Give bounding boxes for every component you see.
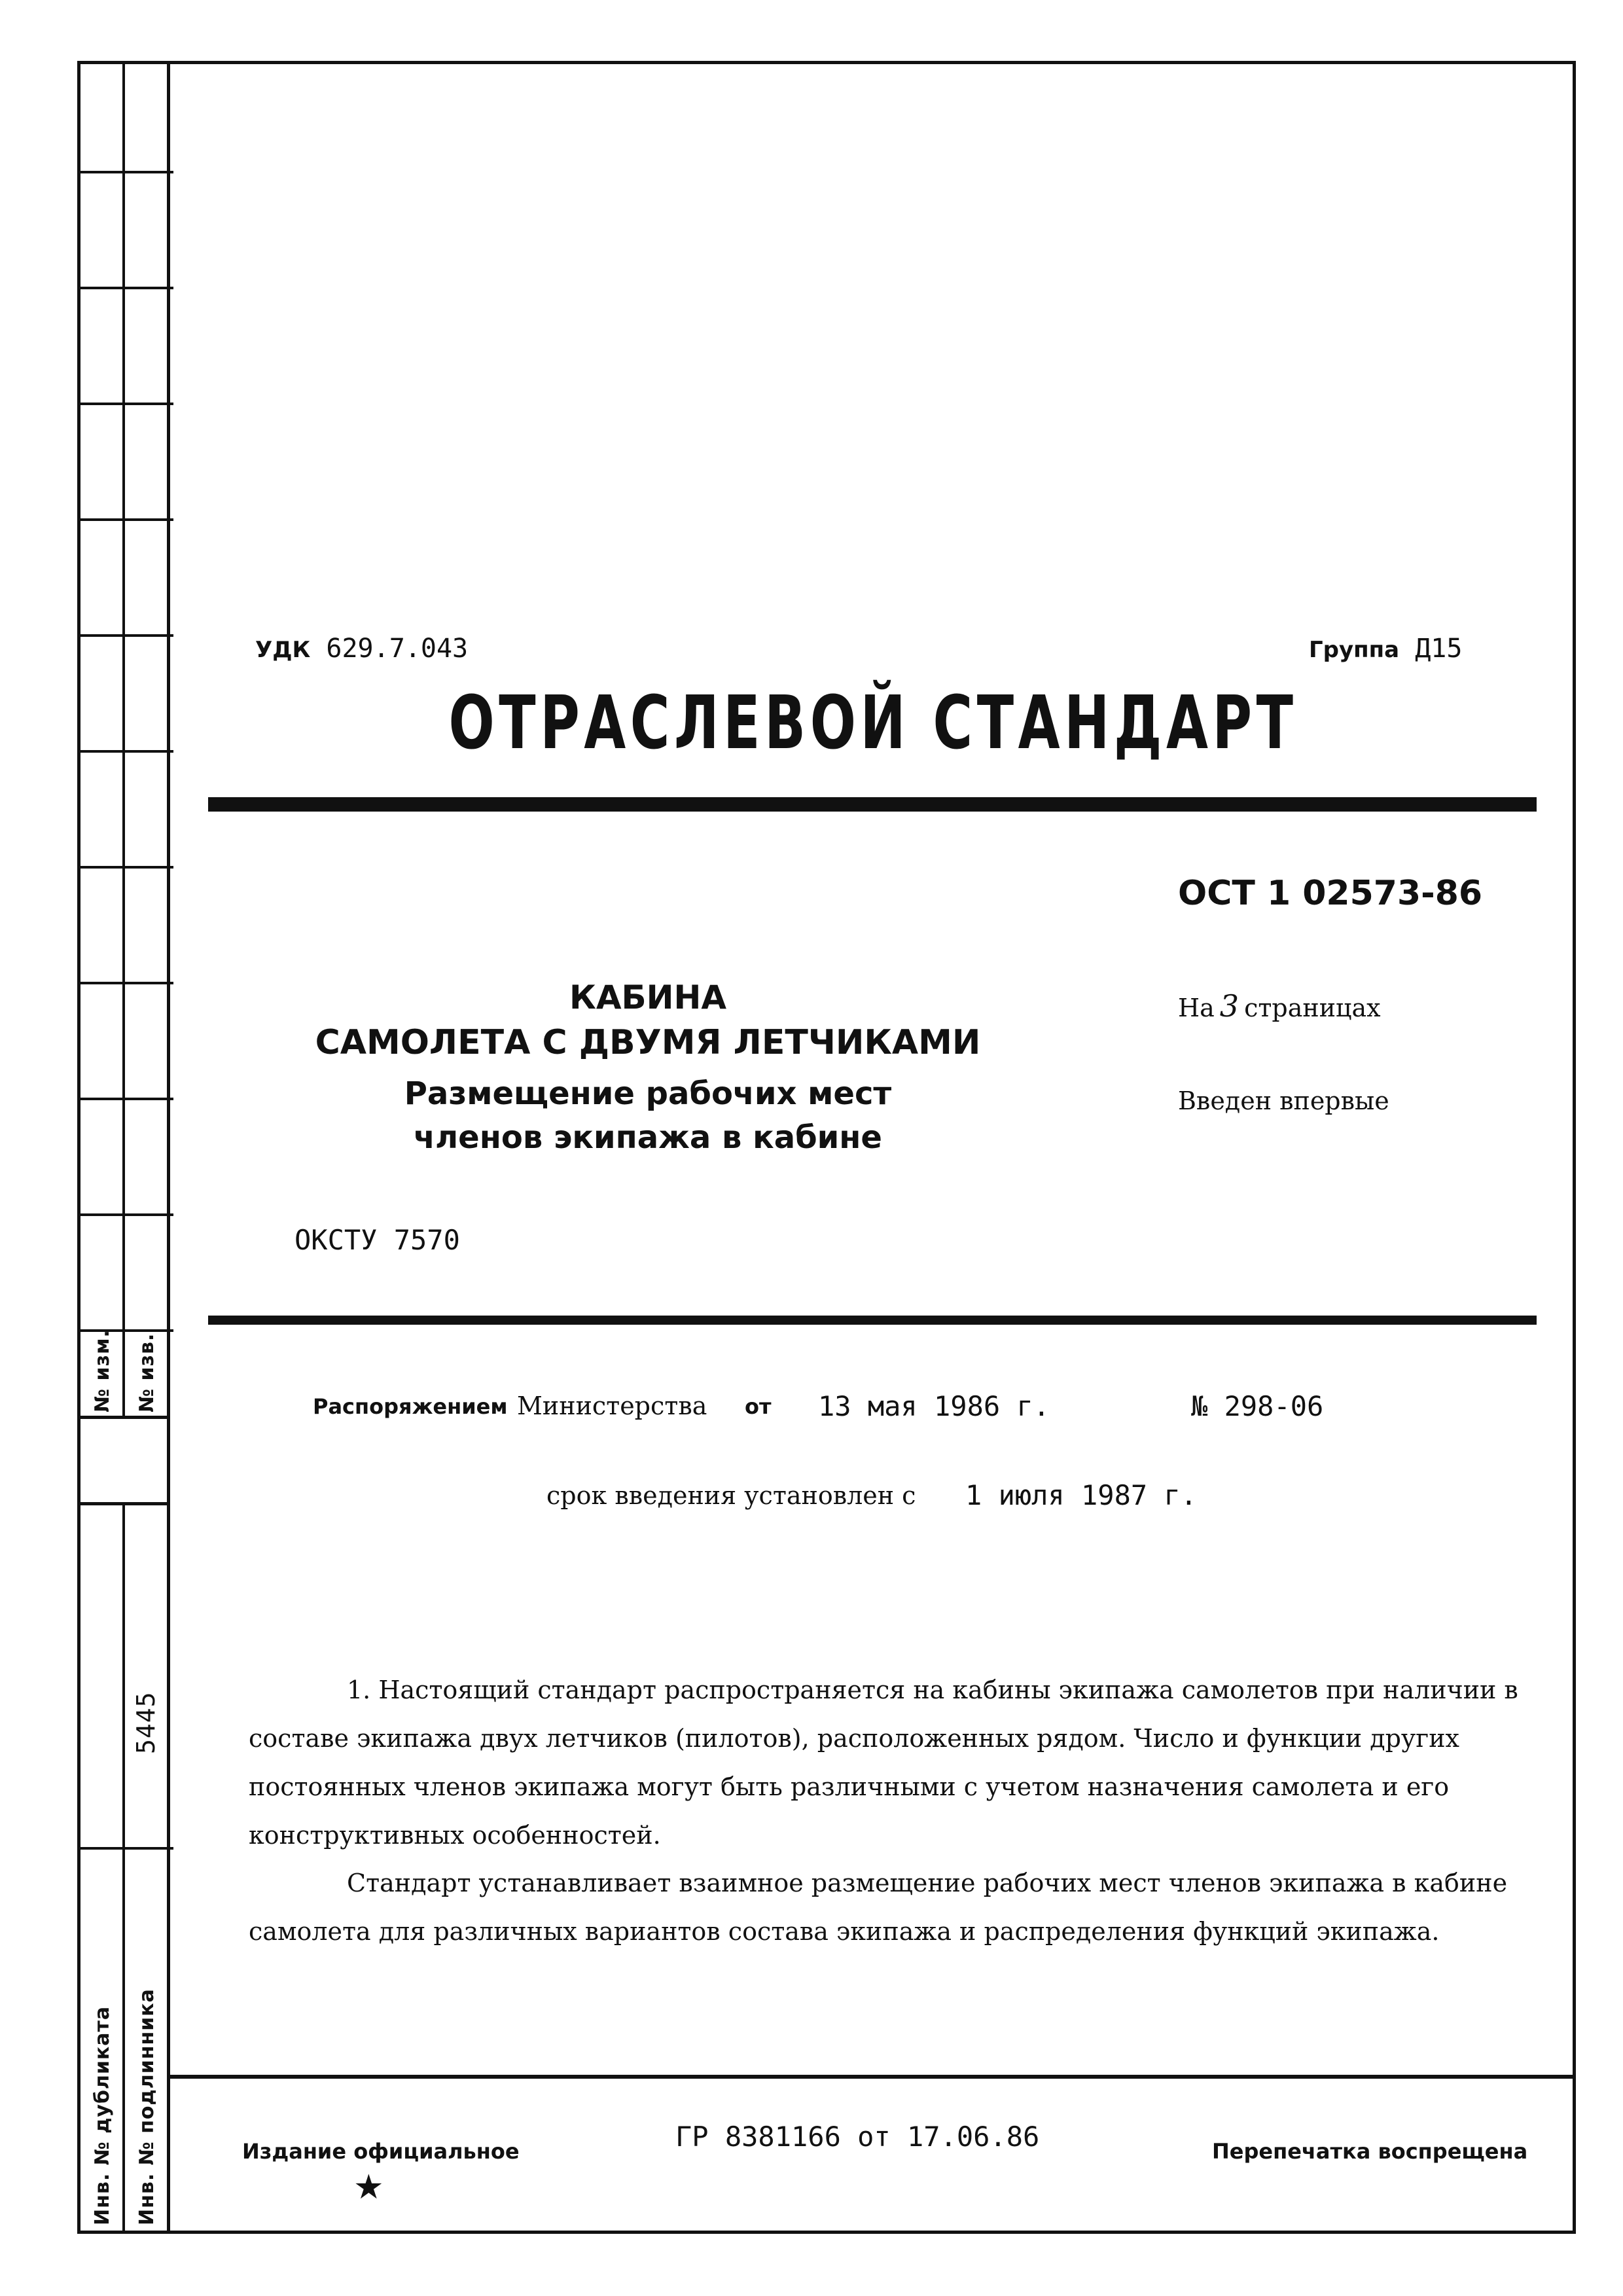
margin-column-divider — [122, 1505, 125, 2231]
margin-label-original-inv: Инв. № подлинника — [135, 1988, 158, 2225]
margin-label-change-no: № изм. — [91, 1329, 114, 1412]
margin-row-line — [80, 982, 173, 984]
group-line — [1309, 634, 1462, 664]
margin-row-line — [80, 1098, 173, 1100]
footer-official-edition: Издание официальное — [242, 2139, 520, 2164]
order-from-label: от — [745, 1394, 772, 1419]
footer-reprint-prohibited: Перепечатка воспрещена — [1212, 2139, 1528, 2164]
pages-prefix: На — [1178, 994, 1215, 1022]
order-number: № 298-06 — [1191, 1390, 1324, 1422]
footer-divider — [170, 2075, 1576, 2079]
group-value: Д15 — [1415, 634, 1463, 664]
margin-table-bottom — [77, 1502, 170, 2234]
paragraph-1 — [249, 1666, 1544, 1859]
introduced-note: Введен впервые — [1178, 1086, 1389, 1115]
doc-title-line-2: САМОЛЕТА С ДВУМЯ ЛЕТЧИКАМИ — [315, 1023, 981, 1062]
star-icon: ★ — [353, 2168, 384, 2207]
oksty-code: ОКСТУ 7570 — [294, 1224, 460, 1256]
margin-row-line — [80, 1213, 173, 1216]
margin-row-line — [80, 750, 173, 753]
margin-row-line — [80, 1847, 173, 1850]
margin-label-duplicate-inv: Инв. № дубликата — [91, 2005, 114, 2225]
margin-row-line — [80, 634, 173, 637]
margin-label-notice-no: № изв. — [135, 1333, 158, 1412]
pages-count: 3 — [1219, 988, 1240, 1024]
title-bar-top — [208, 797, 1537, 812]
doc-subtitle-line-1: Размещение рабочих мест — [404, 1075, 892, 1112]
pages-suffix: страницах — [1244, 994, 1381, 1022]
margin-row-line — [80, 403, 173, 405]
margin-row-line — [80, 866, 173, 869]
title-bar-bottom — [208, 1316, 1537, 1325]
paragraph-2 — [249, 1859, 1544, 1956]
doc-subtitle-line-2: членов экипажа в кабине — [414, 1119, 882, 1156]
standard-code: ОСТ 1 02573-86 — [1178, 874, 1483, 913]
udk-line — [255, 634, 468, 664]
paragraph-2-text: Стандарт устанавливает взаимное размещение рабочих мест членов экипажа в кабине самолета для различных вариантов состава экипажа и распределения функций экипажа. — [249, 1869, 1508, 1946]
paragraph-1-text: 1. Настоящий стандарт распространяется на кабины экипажа самолетов при наличии в составе экипажа двух летчиков (пилотов), расположенных рядом. Число и функции других постоянных членов экипажа могут быть различными с учетом назначения самолета и его конструктивных особенностей. — [249, 1676, 1518, 1850]
effective-date: 1 июля 1987 г. — [965, 1479, 1198, 1511]
main-title: ОТРАСЛЕВОЙ СТАНДАРТ — [448, 681, 1298, 766]
inventory-number: 5445 — [132, 1691, 160, 1754]
order-label: Распоряжением — [313, 1394, 508, 1419]
footer-registration: ГР 8381166 от 17.06.86 — [675, 2121, 1040, 2153]
group-label: Группа — [1309, 637, 1400, 663]
udk-label: УДК — [255, 637, 311, 663]
margin-table-top — [77, 61, 170, 1419]
effective-text: срок введения установлен с — [546, 1481, 916, 1510]
margin-row-line — [80, 518, 173, 521]
order-ministry: Министерства — [517, 1391, 707, 1420]
doc-title-line-1: КАБИНА — [569, 978, 727, 1016]
margin-row-line — [80, 171, 173, 173]
pages-line — [1178, 988, 1381, 1024]
udk-value: 629.7.043 — [326, 634, 469, 664]
margin-row-line — [80, 287, 173, 289]
order-date: 13 мая 1986 г. — [818, 1390, 1050, 1422]
